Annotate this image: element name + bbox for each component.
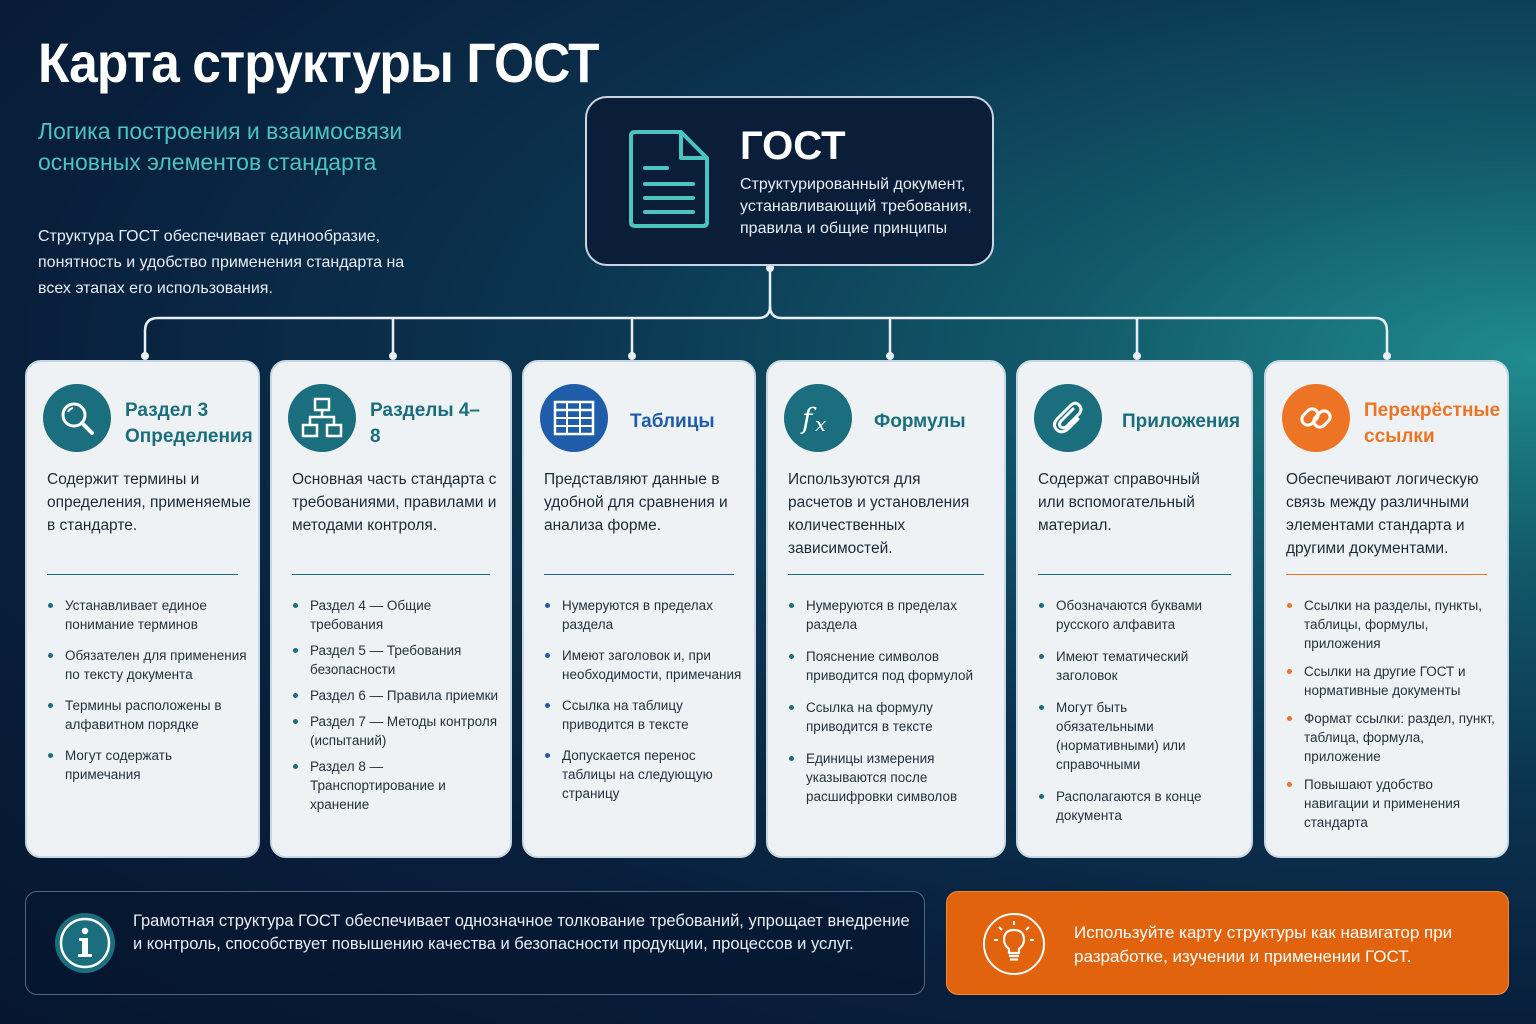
list-item: Нумеруются в пределах раздела [544, 596, 746, 634]
list-item: Раздел 5 — Требования безопасности [292, 641, 502, 679]
card-appendices [1016, 360, 1253, 858]
page-subtitle: Логика построения и взаимосвязи основных элементов стандарта [38, 118, 403, 175]
list-item: Ссылки на другие ГОСТ и нормативные документы [1286, 662, 1499, 700]
list-item: Раздел 7 — Методы контроля (испытаний) [292, 712, 502, 750]
card-cross-references [1264, 360, 1509, 858]
card-description: Обеспечивают логическую связь между различными элементами стандарта и другими документами. [1286, 471, 1479, 557]
card-divider [544, 574, 734, 575]
lightbulb-icon [982, 912, 1046, 981]
list-item: Располагаются в конце документа [1038, 787, 1243, 825]
card-formulas [766, 360, 1006, 858]
list-item: Формат ссылки: раздел, пункт, таблица, формула, приложение [1286, 709, 1499, 766]
footer-tip-text: Используйте карту структуры как навигатор при разработке, изучении и применении ГОСТ. [1074, 923, 1453, 966]
card-definitions [25, 360, 260, 858]
svg-text:f: f [802, 402, 813, 435]
card-sections [270, 360, 512, 858]
card-description: Используются для расчетов и установления количественных зависимостей. [788, 471, 970, 557]
root-title: ГОСТ [740, 124, 846, 168]
list-item: Обязателен для применения по тексту документа [47, 646, 250, 684]
card-title: Перекрёстные ссылки [1364, 400, 1501, 447]
list-item: Устанавливает единое понимание терминов [47, 596, 250, 634]
list-item: Ссылки на разделы, пункты, таблицы, формулы, приложения [1286, 596, 1499, 653]
card-title: Приложения [1122, 411, 1241, 432]
card-description: Содержат справочный или вспомогательный материал. [1038, 471, 1200, 534]
card-divider [1286, 574, 1487, 575]
card-list [292, 596, 502, 814]
list-item: Раздел 8 — Транспортирование и хранение [292, 757, 502, 814]
footer-info-text: Грамотная структура ГОСТ обеспечивает однозначное толкование требований, упрощает внедрение и контроль, способствует повышению качества и безопасности продукции, процессов и услуг. [133, 912, 910, 953]
card-divider [1038, 574, 1231, 575]
list-item: Обозначаются буквами русского алфавита [1038, 596, 1243, 634]
magnifier-icon [43, 384, 111, 452]
card-list [1286, 596, 1499, 832]
card-title: Разделы 4–8 [370, 400, 481, 447]
info-icon [53, 911, 117, 980]
list-item: Нумеруются в пределах раздела [788, 596, 996, 634]
list-item: Могут содержать примечания [47, 746, 250, 784]
list-item: Ссылка на таблицу приводится в тексте [544, 696, 746, 734]
page-intro: Структура ГОСТ обеспечивает единообразие, понятность и удобство применения стандарта на всех этапах его использования. [38, 228, 405, 297]
list-item: Раздел 4 — Общие требования [292, 596, 502, 634]
footer-tip-panel [946, 891, 1509, 995]
list-item: Термины расположены в алфавитном порядке [47, 696, 250, 734]
svg-text:x: x [815, 412, 827, 436]
table-icon [540, 384, 608, 452]
card-list [1038, 596, 1243, 825]
list-item: Раздел 6 — Правила приемки [292, 686, 502, 705]
hierarchy-icon [288, 384, 356, 452]
card-divider [788, 574, 984, 575]
list-item: Имеют заголовок и, при необходимости, примечания [544, 646, 746, 684]
function-icon [784, 384, 852, 452]
card-description: Представляют данные в удобной для сравнения и анализа форме. [544, 471, 728, 534]
list-item: Единицы измерения указываются после расшифровки символов [788, 749, 996, 806]
card-divider [47, 574, 238, 575]
card-divider [292, 574, 490, 575]
list-item: Имеют тематический заголовок [1038, 647, 1243, 685]
paperclip-icon [1034, 384, 1102, 452]
root-node [585, 96, 994, 266]
card-title: Таблицы [630, 411, 715, 432]
root-description: Структурированный документ, устанавливающий требования, правила и общие принципы [740, 176, 972, 237]
list-item: Ссылка на формулу приводится в тексте [788, 698, 996, 736]
link-icon [1282, 384, 1350, 452]
footer-info-panel [25, 891, 925, 995]
list-item: Пояснение символов приводится под формулой [788, 647, 996, 685]
list-item: Повышают удобство навигации и применения стандарта [1286, 775, 1499, 832]
card-title: Формулы [874, 411, 966, 432]
card-list [47, 596, 250, 784]
card-title: Раздел 3 Определения [125, 400, 253, 447]
card-description: Содержит термины и определения, применяемые в стандарте. [47, 471, 251, 534]
list-item: Могут быть обязательными (нормативными) или справочными [1038, 698, 1208, 774]
page-title: Карта структуры ГОСТ [38, 31, 599, 94]
document-icon [627, 126, 713, 235]
card-list [788, 596, 996, 806]
card-description: Основная часть стандарта с требованиями, правилами и методами контроля. [292, 471, 497, 534]
card-tables [522, 360, 756, 858]
list-item: Допускается перенос таблицы на следующую страницу [544, 746, 746, 803]
card-list [544, 596, 746, 803]
